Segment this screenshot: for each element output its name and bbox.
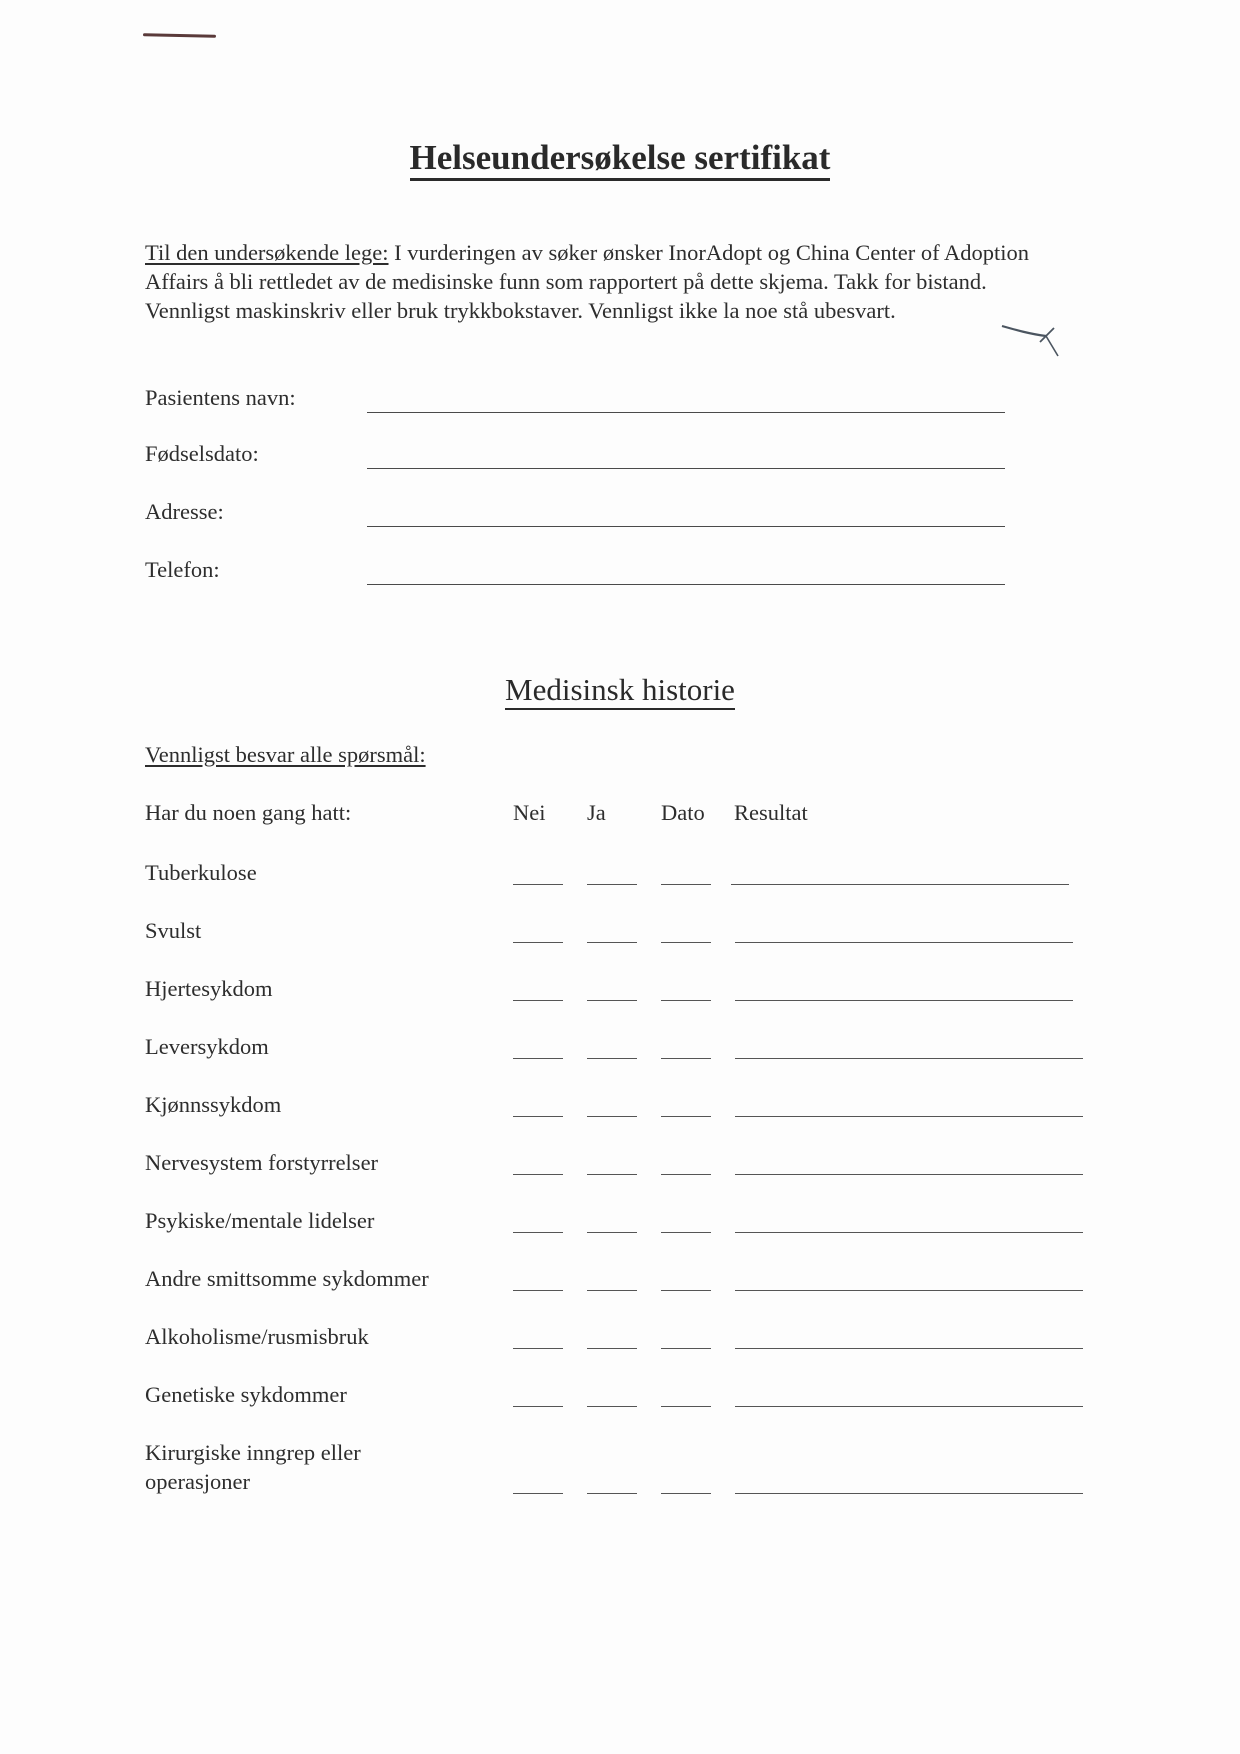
dato-blank[interactable]: [661, 1174, 711, 1175]
intro-paragraph: [145, 238, 1075, 325]
field-label: Pasientens navn:: [145, 385, 296, 410]
nei-blank[interactable]: [513, 1058, 563, 1059]
resultat-blank[interactable]: [735, 942, 1073, 943]
field-label: Fødselsdato:: [145, 441, 259, 466]
history-row: [0, 1206, 1240, 1264]
field-birth-date: [145, 441, 1005, 481]
condition-label: Leversykdom: [145, 1034, 269, 1059]
resultat-blank[interactable]: [731, 884, 1069, 885]
question-label: Har du noen gang hatt:: [145, 800, 352, 825]
ja-blank[interactable]: [587, 1232, 637, 1233]
scan-mark: [143, 33, 216, 38]
dato-blank[interactable]: [661, 1290, 711, 1291]
resultat-blank[interactable]: [735, 1058, 1083, 1059]
ja-blank[interactable]: [587, 884, 637, 885]
document-title: Helseundersøkelse sertifikat: [0, 138, 1240, 178]
ja-blank[interactable]: [587, 1174, 637, 1175]
resultat-blank[interactable]: [735, 1290, 1083, 1291]
history-row: [0, 974, 1240, 1032]
nei-blank[interactable]: [513, 1493, 563, 1494]
handwritten-check-mark: [1000, 320, 1062, 360]
history-row: [0, 1438, 1240, 1508]
nei-blank[interactable]: [513, 1000, 563, 1001]
condition-label: Kjønnssykdom: [145, 1092, 282, 1117]
ja-blank[interactable]: [587, 1348, 637, 1349]
dato-blank[interactable]: [661, 1000, 711, 1001]
column-header-resultat: Resultat: [734, 800, 808, 825]
history-row: [0, 1322, 1240, 1380]
intro-lead: Til den undersøkende lege:: [145, 240, 389, 265]
nei-blank[interactable]: [513, 884, 563, 885]
resultat-blank[interactable]: [735, 1348, 1083, 1349]
section-title: Medisinsk historie: [0, 672, 1240, 708]
history-row: [0, 858, 1240, 916]
intro-instruction: Vennligst maskinskriv eller bruk trykkbokstaver. Vennligst ikke la noe stå ubesvart.: [145, 298, 896, 323]
nei-blank[interactable]: [513, 1174, 563, 1175]
ja-blank[interactable]: [587, 942, 637, 943]
birth-date-input-line[interactable]: [367, 468, 1005, 469]
condition-label: Hjertesykdom: [145, 976, 273, 1001]
history-row: [0, 1380, 1240, 1438]
condition-label: Svulst: [145, 918, 202, 943]
dato-blank[interactable]: [661, 1406, 711, 1407]
condition-label: Nervesystem forstyrrelser: [145, 1150, 379, 1175]
dato-blank[interactable]: [661, 1232, 711, 1233]
nei-blank[interactable]: [513, 1348, 563, 1349]
field-label: Adresse:: [145, 499, 224, 524]
column-header-nei: Nei: [513, 800, 546, 825]
ja-blank[interactable]: [587, 1116, 637, 1117]
resultat-blank[interactable]: [735, 1000, 1073, 1001]
dato-blank[interactable]: [661, 1058, 711, 1059]
history-row: [0, 1032, 1240, 1090]
history-row: [0, 1148, 1240, 1206]
address-input-line[interactable]: [367, 526, 1005, 527]
condition-label: Alkoholisme/rusmisbruk: [145, 1324, 369, 1349]
resultat-blank[interactable]: [735, 1493, 1083, 1494]
dato-blank[interactable]: [661, 1348, 711, 1349]
dato-blank[interactable]: [661, 884, 711, 885]
condition-label: Kirurgiske inngrep eller operasjoner: [145, 1440, 361, 1494]
field-label: Telefon:: [145, 557, 220, 582]
ja-blank[interactable]: [587, 1493, 637, 1494]
field-phone: [145, 557, 1005, 597]
ja-blank[interactable]: [587, 1000, 637, 1001]
nei-blank[interactable]: [513, 1406, 563, 1407]
history-row: [0, 1264, 1240, 1322]
column-header-ja: Ja: [587, 800, 606, 825]
ja-blank[interactable]: [587, 1290, 637, 1291]
nei-blank[interactable]: [513, 1232, 563, 1233]
resultat-blank[interactable]: [735, 1406, 1083, 1407]
resultat-blank[interactable]: [735, 1232, 1083, 1233]
condition-label: Genetiske sykdommer: [145, 1382, 347, 1407]
intro-text: I vurderingen av søker ønsker InorAdopt og China Center of Adoption Affairs å bli rettledet av de medisinske funn som rapportert på dette skjema. Takk for bistand.: [145, 240, 1030, 294]
dato-blank[interactable]: [661, 942, 711, 943]
dato-blank[interactable]: [661, 1493, 711, 1494]
resultat-blank[interactable]: [735, 1174, 1083, 1175]
nei-blank[interactable]: [513, 1116, 563, 1117]
column-header-dato: Dato: [661, 800, 705, 825]
dato-blank[interactable]: [661, 1116, 711, 1117]
history-row: [0, 1090, 1240, 1148]
field-patient-name: [145, 385, 1005, 425]
field-address: [145, 499, 1005, 539]
ja-blank[interactable]: [587, 1406, 637, 1407]
resultat-blank[interactable]: [735, 1116, 1083, 1117]
phone-input-line[interactable]: [367, 584, 1005, 585]
condition-label: Andre smittsomme sykdommer: [145, 1266, 429, 1291]
answer-all-instruction: Vennligst besvar alle spørsmål:: [145, 742, 426, 767]
history-row: [0, 916, 1240, 974]
patient-name-input-line[interactable]: [367, 412, 1005, 413]
nei-blank[interactable]: [513, 942, 563, 943]
ja-blank[interactable]: [587, 1058, 637, 1059]
condition-label: Psykiske/mentale lidelser: [145, 1208, 375, 1233]
nei-blank[interactable]: [513, 1290, 563, 1291]
condition-label: Tuberkulose: [145, 860, 257, 885]
